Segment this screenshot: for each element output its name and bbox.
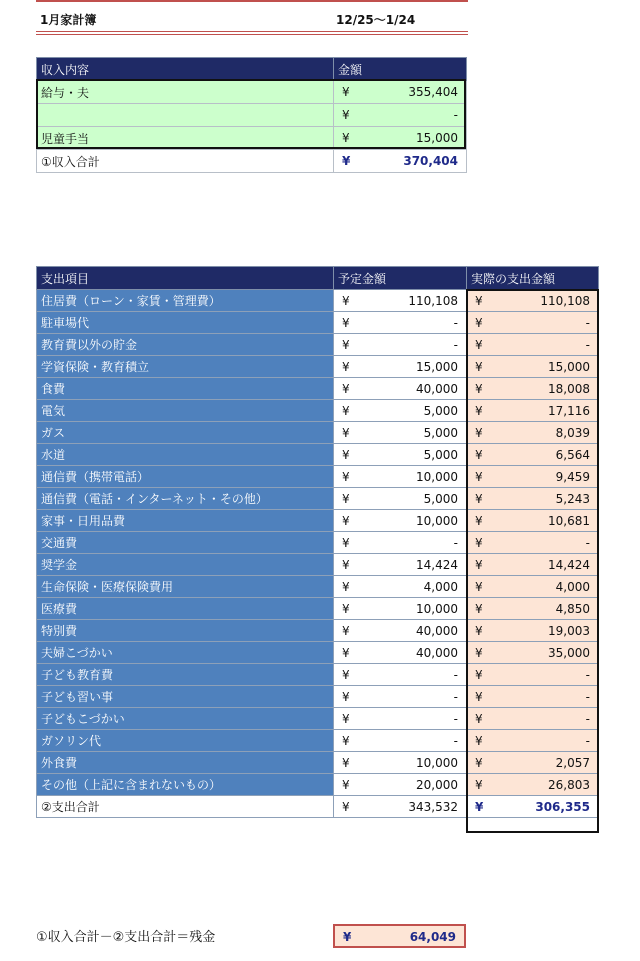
income-total-label: ①収入合計 bbox=[37, 150, 334, 173]
expense-item-cell: 奨学金 bbox=[37, 554, 334, 576]
amount-value: 4,000 bbox=[555, 580, 590, 594]
amount-value: - bbox=[453, 108, 458, 122]
expense-actual-cell[interactable] bbox=[467, 752, 599, 774]
expense-item-cell: 住居費（ローン・家賃・管理費） bbox=[37, 290, 334, 312]
expense-actual-cell[interactable] bbox=[467, 708, 599, 730]
yen-symbol: ¥ bbox=[475, 800, 484, 814]
expense-plan-cell[interactable] bbox=[334, 664, 467, 686]
expense-item-cell: 交通費 bbox=[37, 532, 334, 554]
yen-symbol: ¥ bbox=[342, 382, 350, 396]
amount-value: 6,564 bbox=[555, 448, 590, 462]
income-col-amount: 金額 bbox=[334, 58, 467, 81]
amount-value: 20,000 bbox=[416, 778, 458, 792]
income-row bbox=[37, 127, 467, 150]
income-total-amount bbox=[334, 150, 467, 173]
expense-item-cell: 水道 bbox=[37, 444, 334, 466]
yen-symbol: ¥ bbox=[475, 492, 483, 506]
balance-amount: 64,049 bbox=[409, 930, 456, 944]
expense-row bbox=[37, 774, 599, 796]
amount-value: 5,243 bbox=[555, 492, 590, 506]
expense-row bbox=[37, 400, 599, 422]
expense-total-label: ②支出合計 bbox=[37, 796, 334, 818]
yen-symbol: ¥ bbox=[475, 360, 483, 374]
amount-value: - bbox=[453, 316, 458, 330]
amount-value: - bbox=[585, 734, 590, 748]
amount-value: 17,116 bbox=[548, 404, 590, 418]
amount-value: 19,003 bbox=[548, 624, 590, 638]
yen-symbol: ¥ bbox=[342, 514, 350, 528]
yen-symbol: ¥ bbox=[342, 624, 350, 638]
expense-plan-cell[interactable] bbox=[334, 730, 467, 752]
expense-plan-cell[interactable] bbox=[334, 378, 467, 400]
expense-actual-cell[interactable] bbox=[467, 510, 599, 532]
expense-actual-cell[interactable] bbox=[467, 312, 599, 334]
yen-symbol: ¥ bbox=[342, 492, 350, 506]
expense-actual-cell[interactable] bbox=[467, 686, 599, 708]
expense-total-actual bbox=[467, 796, 599, 818]
expense-item-cell: 駐車場代 bbox=[37, 312, 334, 334]
expense-row bbox=[37, 532, 599, 554]
expense-actual-cell[interactable] bbox=[467, 642, 599, 664]
amount-value: - bbox=[585, 536, 590, 550]
expense-actual-cell[interactable] bbox=[467, 444, 599, 466]
income-total-row bbox=[37, 150, 467, 173]
expense-plan-cell[interactable] bbox=[334, 774, 467, 796]
yen-symbol: ¥ bbox=[475, 404, 483, 418]
balance-cell[interactable] bbox=[333, 924, 466, 948]
yen-symbol: ¥ bbox=[475, 426, 483, 440]
amount-value: - bbox=[453, 734, 458, 748]
amount-value: 14,424 bbox=[548, 558, 590, 572]
yen-symbol: ¥ bbox=[342, 316, 350, 330]
yen-symbol: ¥ bbox=[475, 316, 483, 330]
expense-actual-cell[interactable] bbox=[467, 730, 599, 752]
yen-symbol: ¥ bbox=[342, 108, 350, 122]
yen-symbol: ¥ bbox=[342, 580, 350, 594]
yen-symbol: ¥ bbox=[342, 668, 350, 682]
expense-plan-cell[interactable] bbox=[334, 642, 467, 664]
amount-value: 15,000 bbox=[416, 360, 458, 374]
yen-symbol: ¥ bbox=[475, 514, 483, 528]
amount-value: 110,108 bbox=[540, 294, 590, 308]
expense-row bbox=[37, 356, 599, 378]
expense-item-cell: 子どもこづかい bbox=[37, 708, 334, 730]
expense-col-item: 支出項目 bbox=[37, 267, 334, 290]
expense-row bbox=[37, 752, 599, 774]
amount-value: 35,000 bbox=[548, 646, 590, 660]
expense-row bbox=[37, 686, 599, 708]
expense-plan-cell[interactable] bbox=[334, 488, 467, 510]
amount-value: 9,459 bbox=[555, 470, 590, 484]
expense-total-row bbox=[37, 796, 599, 818]
income-item-cell[interactable]: 給与・夫 bbox=[37, 81, 334, 104]
expense-plan-cell[interactable] bbox=[334, 532, 467, 554]
expense-row bbox=[37, 290, 599, 312]
amount-value: - bbox=[453, 712, 458, 726]
expense-table bbox=[36, 266, 599, 818]
expense-item-cell: 夫婦こづかい bbox=[37, 642, 334, 664]
expense-actual-cell[interactable] bbox=[467, 774, 599, 796]
yen-symbol: ¥ bbox=[475, 690, 483, 704]
expense-item-cell: 生命保険・医療保険費用 bbox=[37, 576, 334, 598]
expense-plan-cell[interactable] bbox=[334, 400, 467, 422]
yen-symbol: ¥ bbox=[475, 338, 483, 352]
amount-value: 2,057 bbox=[555, 756, 590, 770]
amount-value: 18,008 bbox=[548, 382, 590, 396]
expense-item-cell: 電気 bbox=[37, 400, 334, 422]
expense-actual-cell[interactable] bbox=[467, 554, 599, 576]
expense-plan-cell[interactable] bbox=[334, 752, 467, 774]
amount-value: - bbox=[585, 712, 590, 726]
amount-value: - bbox=[453, 338, 458, 352]
expense-plan-cell[interactable] bbox=[334, 334, 467, 356]
yen-symbol: ¥ bbox=[342, 360, 350, 374]
amount-value: - bbox=[585, 338, 590, 352]
yen-symbol: ¥ bbox=[475, 382, 483, 396]
expense-item-cell: 通信費（携帯電話） bbox=[37, 466, 334, 488]
expense-item-cell: 教育費以外の貯金 bbox=[37, 334, 334, 356]
yen-symbol: ¥ bbox=[342, 602, 350, 616]
expense-plan-cell[interactable] bbox=[334, 576, 467, 598]
income-item-cell[interactable]: 児童手当 bbox=[37, 127, 334, 150]
amount-value: 306,355 bbox=[535, 800, 590, 814]
amount-value: 10,000 bbox=[416, 470, 458, 484]
expense-actual-cell[interactable] bbox=[467, 664, 599, 686]
amount-value: 8,039 bbox=[555, 426, 590, 440]
yen-symbol: ¥ bbox=[475, 646, 483, 660]
header-rule bbox=[36, 34, 468, 35]
yen-symbol: ¥ bbox=[342, 734, 350, 748]
expense-plan-cell[interactable] bbox=[334, 466, 467, 488]
amount-value: 40,000 bbox=[416, 646, 458, 660]
amount-value: 10,000 bbox=[416, 602, 458, 616]
expense-row bbox=[37, 554, 599, 576]
expense-col-plan: 予定金額 bbox=[334, 267, 467, 290]
expense-actual-cell[interactable] bbox=[467, 334, 599, 356]
yen-symbol: ¥ bbox=[342, 404, 350, 418]
expense-row bbox=[37, 466, 599, 488]
yen-symbol: ¥ bbox=[342, 338, 350, 352]
yen-symbol: ¥ bbox=[342, 778, 350, 792]
balance-yen: ¥ bbox=[343, 930, 352, 944]
yen-symbol: ¥ bbox=[342, 470, 350, 484]
income-table bbox=[36, 57, 467, 173]
expense-actual-cell[interactable] bbox=[467, 576, 599, 598]
yen-symbol: ¥ bbox=[475, 778, 483, 792]
expense-actual-cell[interactable] bbox=[467, 378, 599, 400]
expense-plan-cell[interactable] bbox=[334, 312, 467, 334]
expense-plan-cell[interactable] bbox=[334, 598, 467, 620]
expense-item-cell: 子ども教育費 bbox=[37, 664, 334, 686]
yen-symbol: ¥ bbox=[475, 602, 483, 616]
yen-symbol: ¥ bbox=[475, 756, 483, 770]
yen-symbol: ¥ bbox=[475, 470, 483, 484]
expense-row bbox=[37, 488, 599, 510]
expense-plan-cell[interactable] bbox=[334, 510, 467, 532]
yen-symbol: ¥ bbox=[342, 536, 350, 550]
income-amount-cell[interactable] bbox=[334, 127, 467, 150]
income-row bbox=[37, 104, 467, 127]
amount-value: - bbox=[585, 316, 590, 330]
income-item-cell[interactable] bbox=[37, 104, 334, 127]
expense-row bbox=[37, 576, 599, 598]
yen-symbol: ¥ bbox=[342, 690, 350, 704]
amount-value: 15,000 bbox=[548, 360, 590, 374]
expense-item-cell: 子ども習い事 bbox=[37, 686, 334, 708]
expense-item-cell: 食費 bbox=[37, 378, 334, 400]
amount-value: 10,000 bbox=[416, 514, 458, 528]
yen-symbol: ¥ bbox=[475, 624, 483, 638]
expense-item-cell: 通信費（電話・インターネット・その他） bbox=[37, 488, 334, 510]
expense-actual-cell[interactable] bbox=[467, 422, 599, 444]
expense-item-cell: 外食費 bbox=[37, 752, 334, 774]
yen-symbol: ¥ bbox=[475, 668, 483, 682]
expense-actual-cell[interactable] bbox=[467, 400, 599, 422]
amount-value: 5,000 bbox=[423, 404, 458, 418]
expense-row bbox=[37, 510, 599, 532]
amount-value: 40,000 bbox=[416, 624, 458, 638]
expense-plan-cell[interactable] bbox=[334, 444, 467, 466]
expense-actual-cell[interactable] bbox=[467, 620, 599, 642]
expense-actual-cell[interactable] bbox=[467, 290, 599, 312]
amount-value: 5,000 bbox=[423, 492, 458, 506]
expense-item-cell: 家事・日用品費 bbox=[37, 510, 334, 532]
amount-value: 26,803 bbox=[548, 778, 590, 792]
yen-symbol: ¥ bbox=[342, 558, 350, 572]
expense-plan-cell[interactable] bbox=[334, 620, 467, 642]
expense-item-cell: ガス bbox=[37, 422, 334, 444]
yen-symbol: ¥ bbox=[342, 756, 350, 770]
expense-total-plan bbox=[334, 796, 467, 818]
expense-row bbox=[37, 642, 599, 664]
expense-row bbox=[37, 378, 599, 400]
expense-actual-cell[interactable] bbox=[467, 356, 599, 378]
amount-value: 4,850 bbox=[555, 602, 590, 616]
expense-actual-cell[interactable] bbox=[467, 598, 599, 620]
yen-symbol: ¥ bbox=[475, 294, 483, 308]
expense-row bbox=[37, 598, 599, 620]
income-amount-cell[interactable] bbox=[334, 104, 467, 127]
yen-symbol: ¥ bbox=[342, 800, 350, 814]
amount-value: 5,000 bbox=[423, 448, 458, 462]
yen-symbol: ¥ bbox=[342, 85, 350, 99]
expense-item-cell: 医療費 bbox=[37, 598, 334, 620]
expense-item-cell: その他（上記に含まれないもの） bbox=[37, 774, 334, 796]
expense-col-actual: 実際の支出金額 bbox=[467, 267, 599, 290]
yen-symbol: ¥ bbox=[342, 426, 350, 440]
yen-symbol: ¥ bbox=[342, 154, 351, 168]
amount-value: 343,532 bbox=[408, 800, 458, 814]
amount-value: 5,000 bbox=[423, 426, 458, 440]
amount-value: - bbox=[585, 690, 590, 704]
amount-value: 4,000 bbox=[423, 580, 458, 594]
expense-row bbox=[37, 422, 599, 444]
header-rule bbox=[36, 31, 468, 32]
amount-value: 10,681 bbox=[548, 514, 590, 528]
expense-row bbox=[37, 334, 599, 356]
expense-plan-cell[interactable] bbox=[334, 686, 467, 708]
expense-plan-cell[interactable] bbox=[334, 554, 467, 576]
expense-item-cell: 学資保険・教育積立 bbox=[37, 356, 334, 378]
yen-symbol: ¥ bbox=[342, 646, 350, 660]
expense-row bbox=[37, 730, 599, 752]
yen-symbol: ¥ bbox=[475, 558, 483, 572]
sheet-period: 12/25～1/24 bbox=[336, 13, 416, 27]
expense-plan-cell[interactable] bbox=[334, 422, 467, 444]
yen-symbol: ¥ bbox=[475, 536, 483, 550]
expense-actual-cell[interactable] bbox=[467, 488, 599, 510]
yen-symbol: ¥ bbox=[342, 131, 350, 145]
yen-symbol: ¥ bbox=[342, 448, 350, 462]
amount-value: 370,404 bbox=[403, 154, 458, 168]
amount-value: - bbox=[585, 668, 590, 682]
expense-plan-cell[interactable] bbox=[334, 290, 467, 312]
expense-item-cell: ガソリン代 bbox=[37, 730, 334, 752]
sheet-header bbox=[36, 0, 468, 36]
amount-value: 355,404 bbox=[408, 85, 458, 99]
income-col-item: 収入内容 bbox=[37, 58, 334, 81]
expense-actual-cell[interactable] bbox=[467, 466, 599, 488]
income-amount-cell[interactable] bbox=[334, 81, 467, 104]
income-row bbox=[37, 81, 467, 104]
yen-symbol: ¥ bbox=[475, 712, 483, 726]
balance-label: ①収入合計－②支出合計＝残金 bbox=[36, 930, 216, 945]
expense-plan-cell[interactable] bbox=[334, 356, 467, 378]
yen-symbol: ¥ bbox=[475, 734, 483, 748]
expense-row bbox=[37, 708, 599, 730]
yen-symbol: ¥ bbox=[475, 580, 483, 594]
amount-value: - bbox=[453, 690, 458, 704]
sheet-title: 1月家計簿 bbox=[40, 13, 97, 27]
amount-value: 10,000 bbox=[416, 756, 458, 770]
amount-value: 15,000 bbox=[416, 131, 458, 145]
amount-value: - bbox=[453, 668, 458, 682]
expense-row bbox=[37, 312, 599, 334]
expense-row bbox=[37, 444, 599, 466]
expense-plan-cell[interactable] bbox=[334, 708, 467, 730]
amount-value: 14,424 bbox=[416, 558, 458, 572]
yen-symbol: ¥ bbox=[342, 294, 350, 308]
yen-symbol: ¥ bbox=[475, 448, 483, 462]
amount-value: - bbox=[453, 536, 458, 550]
expense-actual-cell[interactable] bbox=[467, 532, 599, 554]
expense-row bbox=[37, 664, 599, 686]
expense-row bbox=[37, 620, 599, 642]
expense-item-cell: 特別費 bbox=[37, 620, 334, 642]
yen-symbol: ¥ bbox=[342, 712, 350, 726]
amount-value: 110,108 bbox=[408, 294, 458, 308]
amount-value: 40,000 bbox=[416, 382, 458, 396]
